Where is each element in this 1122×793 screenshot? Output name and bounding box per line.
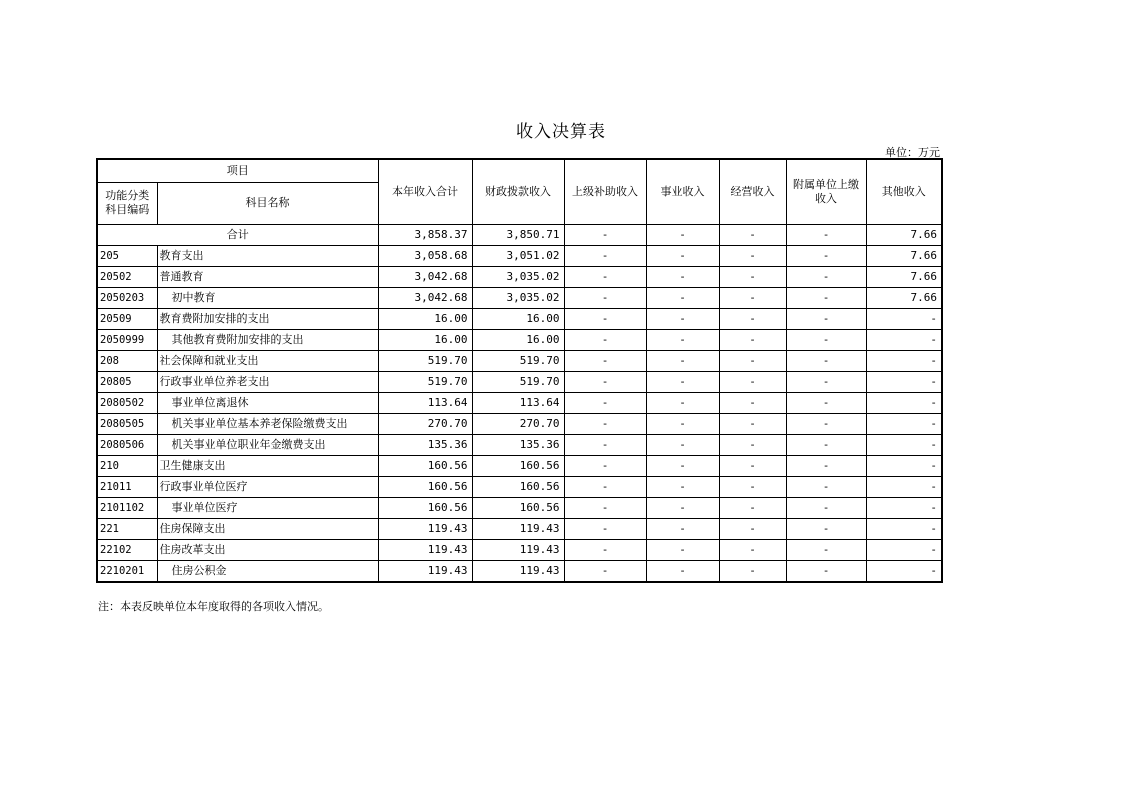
row-total: 519.70 <box>378 350 472 371</box>
row-name: 机关事业单位基本养老保险缴费支出 <box>157 413 378 434</box>
row-operation: - <box>719 476 786 497</box>
header-total: 本年收入合计 <box>378 159 472 224</box>
row-business: - <box>646 539 719 560</box>
row-name: 行政事业单位医疗 <box>157 476 378 497</box>
total-label: 合计 <box>97 224 378 245</box>
row-code: 20502 <box>97 266 157 287</box>
row-operation: - <box>719 518 786 539</box>
row-business: - <box>646 350 719 371</box>
row-affiliated: - <box>786 476 866 497</box>
row-operation: - <box>719 413 786 434</box>
row-business: - <box>646 518 719 539</box>
row-fiscal: 3,035.02 <box>472 266 564 287</box>
row-operation: - <box>719 539 786 560</box>
row-superior: - <box>564 392 646 413</box>
total-business: - <box>646 224 719 245</box>
row-affiliated: - <box>786 497 866 518</box>
unit-label: 单位：万元 <box>885 146 940 159</box>
footnote: 注：本表反映单位本年度取得的各项收入情况。 <box>98 600 329 613</box>
row-other: - <box>866 434 942 455</box>
table-row <box>97 518 942 539</box>
row-business: - <box>646 413 719 434</box>
row-code: 2101102 <box>97 497 157 518</box>
row-other: 7.66 <box>866 287 942 308</box>
row-total: 135.36 <box>378 434 472 455</box>
table-row <box>97 329 942 350</box>
row-fiscal: 160.56 <box>472 497 564 518</box>
total-affiliated: - <box>786 224 866 245</box>
row-fiscal: 270.70 <box>472 413 564 434</box>
row-fiscal: 519.70 <box>472 350 564 371</box>
row-superior: - <box>564 371 646 392</box>
row-affiliated: - <box>786 455 866 476</box>
row-business: - <box>646 455 719 476</box>
row-operation: - <box>719 350 786 371</box>
row-business: - <box>646 266 719 287</box>
row-superior: - <box>564 497 646 518</box>
row-code: 205 <box>97 245 157 266</box>
table-row <box>97 287 942 308</box>
row-name: 教育费附加安排的支出 <box>157 308 378 329</box>
row-affiliated: - <box>786 518 866 539</box>
row-total: 160.56 <box>378 455 472 476</box>
table-row <box>97 371 942 392</box>
row-superior: - <box>564 266 646 287</box>
table-row <box>97 350 942 371</box>
header-operation: 经营收入 <box>719 159 786 224</box>
row-other: - <box>866 497 942 518</box>
row-affiliated: - <box>786 266 866 287</box>
row-operation: - <box>719 371 786 392</box>
row-affiliated: - <box>786 371 866 392</box>
row-other: - <box>866 539 942 560</box>
row-affiliated: - <box>786 287 866 308</box>
row-business: - <box>646 560 719 582</box>
header-code: 功能分类科目编码 <box>97 182 157 224</box>
table-row <box>97 539 942 560</box>
row-affiliated: - <box>786 413 866 434</box>
table-row <box>97 308 942 329</box>
row-code: 21011 <box>97 476 157 497</box>
row-other: 7.66 <box>866 266 942 287</box>
table-row <box>97 266 942 287</box>
row-operation: - <box>719 287 786 308</box>
row-superior: - <box>564 287 646 308</box>
row-name: 普通教育 <box>157 266 378 287</box>
row-operation: - <box>719 455 786 476</box>
row-superior: - <box>564 476 646 497</box>
row-other: - <box>866 329 942 350</box>
row-business: - <box>646 329 719 350</box>
row-other: - <box>866 455 942 476</box>
row-other: - <box>866 371 942 392</box>
table-row <box>97 497 942 518</box>
row-total: 3,042.68 <box>378 287 472 308</box>
row-affiliated: - <box>786 308 866 329</box>
table-row <box>97 413 942 434</box>
row-fiscal: 3,035.02 <box>472 287 564 308</box>
row-superior: - <box>564 455 646 476</box>
row-affiliated: - <box>786 560 866 582</box>
row-name: 住房公积金 <box>157 560 378 582</box>
row-operation: - <box>719 560 786 582</box>
row-operation: - <box>719 434 786 455</box>
row-other: - <box>866 560 942 582</box>
table-row <box>97 434 942 455</box>
row-business: - <box>646 245 719 266</box>
row-business: - <box>646 287 719 308</box>
row-business: - <box>646 497 719 518</box>
row-name: 事业单位医疗 <box>157 497 378 518</box>
income-table <box>96 158 943 583</box>
row-code: 2050999 <box>97 329 157 350</box>
row-total: 3,042.68 <box>378 266 472 287</box>
row-fiscal: 119.43 <box>472 539 564 560</box>
row-code: 210 <box>97 455 157 476</box>
row-name: 住房改革支出 <box>157 539 378 560</box>
row-affiliated: - <box>786 245 866 266</box>
row-fiscal: 519.70 <box>472 371 564 392</box>
row-affiliated: - <box>786 434 866 455</box>
row-superior: - <box>564 329 646 350</box>
total-total: 3,858.37 <box>378 224 472 245</box>
row-fiscal: 119.43 <box>472 518 564 539</box>
header-superior: 上级补助收入 <box>564 159 646 224</box>
row-code: 2080506 <box>97 434 157 455</box>
row-operation: - <box>719 308 786 329</box>
row-total: 113.64 <box>378 392 472 413</box>
table-row <box>97 476 942 497</box>
row-operation: - <box>719 266 786 287</box>
row-fiscal: 3,051.02 <box>472 245 564 266</box>
row-other: - <box>866 518 942 539</box>
table-row <box>97 245 942 266</box>
row-business: - <box>646 308 719 329</box>
row-business: - <box>646 371 719 392</box>
row-name: 初中教育 <box>157 287 378 308</box>
row-total: 16.00 <box>378 329 472 350</box>
row-operation: - <box>719 497 786 518</box>
row-name: 机关事业单位职业年金缴费支出 <box>157 434 378 455</box>
row-total: 119.43 <box>378 539 472 560</box>
total-other: 7.66 <box>866 224 942 245</box>
page-title: 收入决算表 <box>516 122 606 142</box>
total-fiscal: 3,850.71 <box>472 224 564 245</box>
row-fiscal: 16.00 <box>472 329 564 350</box>
row-total: 519.70 <box>378 371 472 392</box>
row-other: - <box>866 350 942 371</box>
row-fiscal: 119.43 <box>472 560 564 582</box>
table-row <box>97 560 942 582</box>
row-code: 20509 <box>97 308 157 329</box>
row-affiliated: - <box>786 350 866 371</box>
row-code: 2080502 <box>97 392 157 413</box>
total-row <box>97 224 942 245</box>
header-name: 科目名称 <box>157 182 378 224</box>
row-fiscal: 113.64 <box>472 392 564 413</box>
row-operation: - <box>719 329 786 350</box>
row-name: 住房保障支出 <box>157 518 378 539</box>
row-code: 2080505 <box>97 413 157 434</box>
row-name: 卫生健康支出 <box>157 455 378 476</box>
total-operation: - <box>719 224 786 245</box>
row-name: 教育支出 <box>157 245 378 266</box>
row-business: - <box>646 476 719 497</box>
row-total: 270.70 <box>378 413 472 434</box>
row-other: - <box>866 476 942 497</box>
row-superior: - <box>564 560 646 582</box>
table-row <box>97 455 942 476</box>
row-other: - <box>866 392 942 413</box>
header-project: 项目 <box>97 159 378 182</box>
row-code: 2050203 <box>97 287 157 308</box>
row-total: 160.56 <box>378 476 472 497</box>
row-affiliated: - <box>786 329 866 350</box>
row-code: 208 <box>97 350 157 371</box>
row-superior: - <box>564 245 646 266</box>
row-code: 2210201 <box>97 560 157 582</box>
row-total: 119.43 <box>378 560 472 582</box>
row-fiscal: 160.56 <box>472 455 564 476</box>
row-name: 社会保障和就业支出 <box>157 350 378 371</box>
row-operation: - <box>719 245 786 266</box>
header-affiliated: 附属单位上缴收入 <box>786 159 866 224</box>
row-fiscal: 160.56 <box>472 476 564 497</box>
row-affiliated: - <box>786 539 866 560</box>
row-fiscal: 135.36 <box>472 434 564 455</box>
header-business: 事业收入 <box>646 159 719 224</box>
row-superior: - <box>564 413 646 434</box>
row-operation: - <box>719 392 786 413</box>
row-total: 16.00 <box>378 308 472 329</box>
row-other: - <box>866 308 942 329</box>
row-business: - <box>646 392 719 413</box>
row-total: 160.56 <box>378 497 472 518</box>
total-superior: - <box>564 224 646 245</box>
row-superior: - <box>564 539 646 560</box>
row-code: 20805 <box>97 371 157 392</box>
row-name: 行政事业单位养老支出 <box>157 371 378 392</box>
row-superior: - <box>564 518 646 539</box>
row-code: 221 <box>97 518 157 539</box>
row-superior: - <box>564 308 646 329</box>
row-code: 22102 <box>97 539 157 560</box>
row-total: 119.43 <box>378 518 472 539</box>
row-other: 7.66 <box>866 245 942 266</box>
row-name: 其他教育费附加安排的支出 <box>157 329 378 350</box>
header-fiscal: 财政拨款收入 <box>472 159 564 224</box>
table-row <box>97 392 942 413</box>
row-business: - <box>646 434 719 455</box>
row-other: - <box>866 413 942 434</box>
header-other: 其他收入 <box>866 159 942 224</box>
row-name: 事业单位离退休 <box>157 392 378 413</box>
row-superior: - <box>564 350 646 371</box>
row-fiscal: 16.00 <box>472 308 564 329</box>
row-superior: - <box>564 434 646 455</box>
row-affiliated: - <box>786 392 866 413</box>
row-total: 3,058.68 <box>378 245 472 266</box>
